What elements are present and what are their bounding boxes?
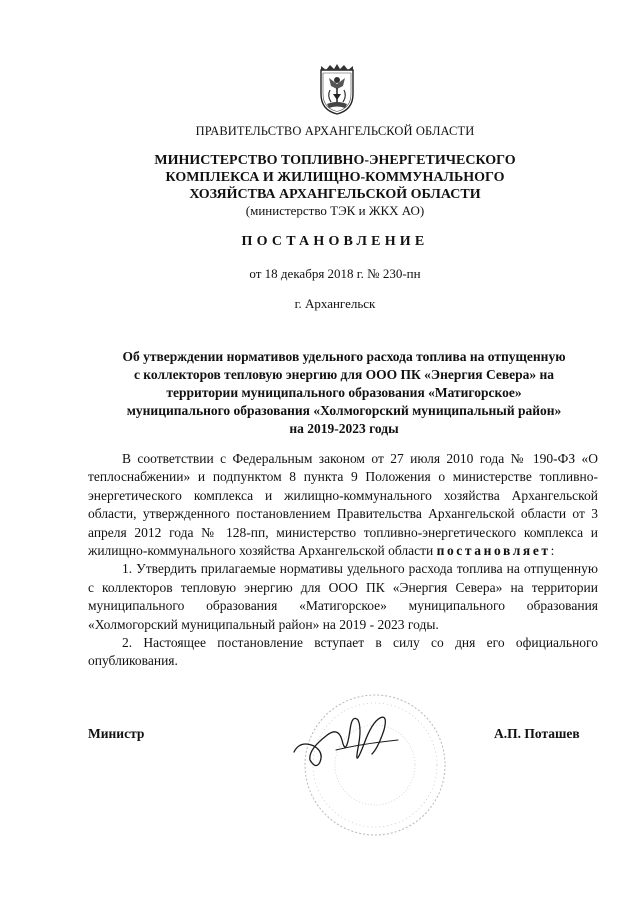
document-body bbox=[88, 450, 598, 671]
coat-of-arms-emblem bbox=[317, 64, 357, 116]
item-paragraph-1: 1. Утвердить прилагаемые нормативы удельного расхода топлива на отпущенную с коллекторов тепловую энергию для ООО ПК «Энергия Севера» на территории муниципального образования «Матигорское» муниципального образования «Холмогорский муниципальный район» на 2019 - 2023 годы. bbox=[88, 561, 598, 632]
government-name: ПРАВИТЕЛЬСТВО АРХАНГЕЛЬСКОЙ ОБЛАСТИ bbox=[195, 124, 475, 138]
subject-line: Об утверждении нормативов удельного расхода топлива на отпущенную bbox=[122, 349, 566, 364]
decree-word: постановляет bbox=[436, 543, 551, 559]
document-city: г. Архангельск bbox=[294, 296, 376, 311]
document-subject bbox=[88, 348, 600, 438]
preamble-end: : bbox=[550, 543, 555, 559]
ministry-name bbox=[0, 152, 640, 203]
signatory-name: А.П. Поташев bbox=[494, 726, 580, 741]
document-type-title: ПОСТАНОВЛЕНИЕ bbox=[241, 234, 429, 249]
subject-line: на 2019-2023 годы bbox=[289, 421, 399, 436]
subject-line: с коллекторов тепловую энергию для ООО ПК «Энергия Севера» на bbox=[133, 367, 555, 382]
subject-line: муниципального образования «Холмогорский муниципальный район» bbox=[126, 403, 562, 418]
subject-line: территории муниципального образования «Матигорское» bbox=[166, 385, 522, 400]
ministry-name-line: МИНИСТЕРСТВО ТОПЛИВНО-ЭНЕРГЕТИЧЕСКОГО bbox=[154, 153, 516, 168]
signatory-title: Министр bbox=[88, 726, 145, 741]
preamble-paragraph bbox=[88, 450, 598, 560]
preamble-text: В соответствии с Федеральным законом от 27 июля 2010 года № 190-ФЗ «О теплоснабжении» и подпунктом 8 пункта 9 Положения о министерстве топливно-энергетического комплекса и жилищно-коммунального хозяйства Архангельской области, утвержденного постановлением Правительства Архангельской области от 3 апреля 2012 года № 128-пп, министерство топливно-энергетического комплекса и жилищно-коммунального хозяйства Архангельской области bbox=[88, 451, 598, 559]
ministry-abbreviation: (министерство ТЭК и ЖКХ АО) bbox=[245, 203, 425, 218]
item-paragraph-2: 2. Настоящее постановление вступает в силу со дня его официального опубликования. bbox=[88, 635, 598, 669]
ministry-name-line: ХОЗЯЙСТВА АРХАНГЕЛЬСКОЙ ОБЛАСТИ bbox=[189, 187, 481, 202]
ministry-name-line: КОМПЛЕКСА И ЖИЛИЩНО-КОММУНАЛЬНОГО bbox=[165, 170, 505, 185]
document-date-number: от 18 декабря 2018 г. № 230-пн bbox=[249, 266, 421, 281]
handwritten-signature bbox=[280, 700, 430, 780]
